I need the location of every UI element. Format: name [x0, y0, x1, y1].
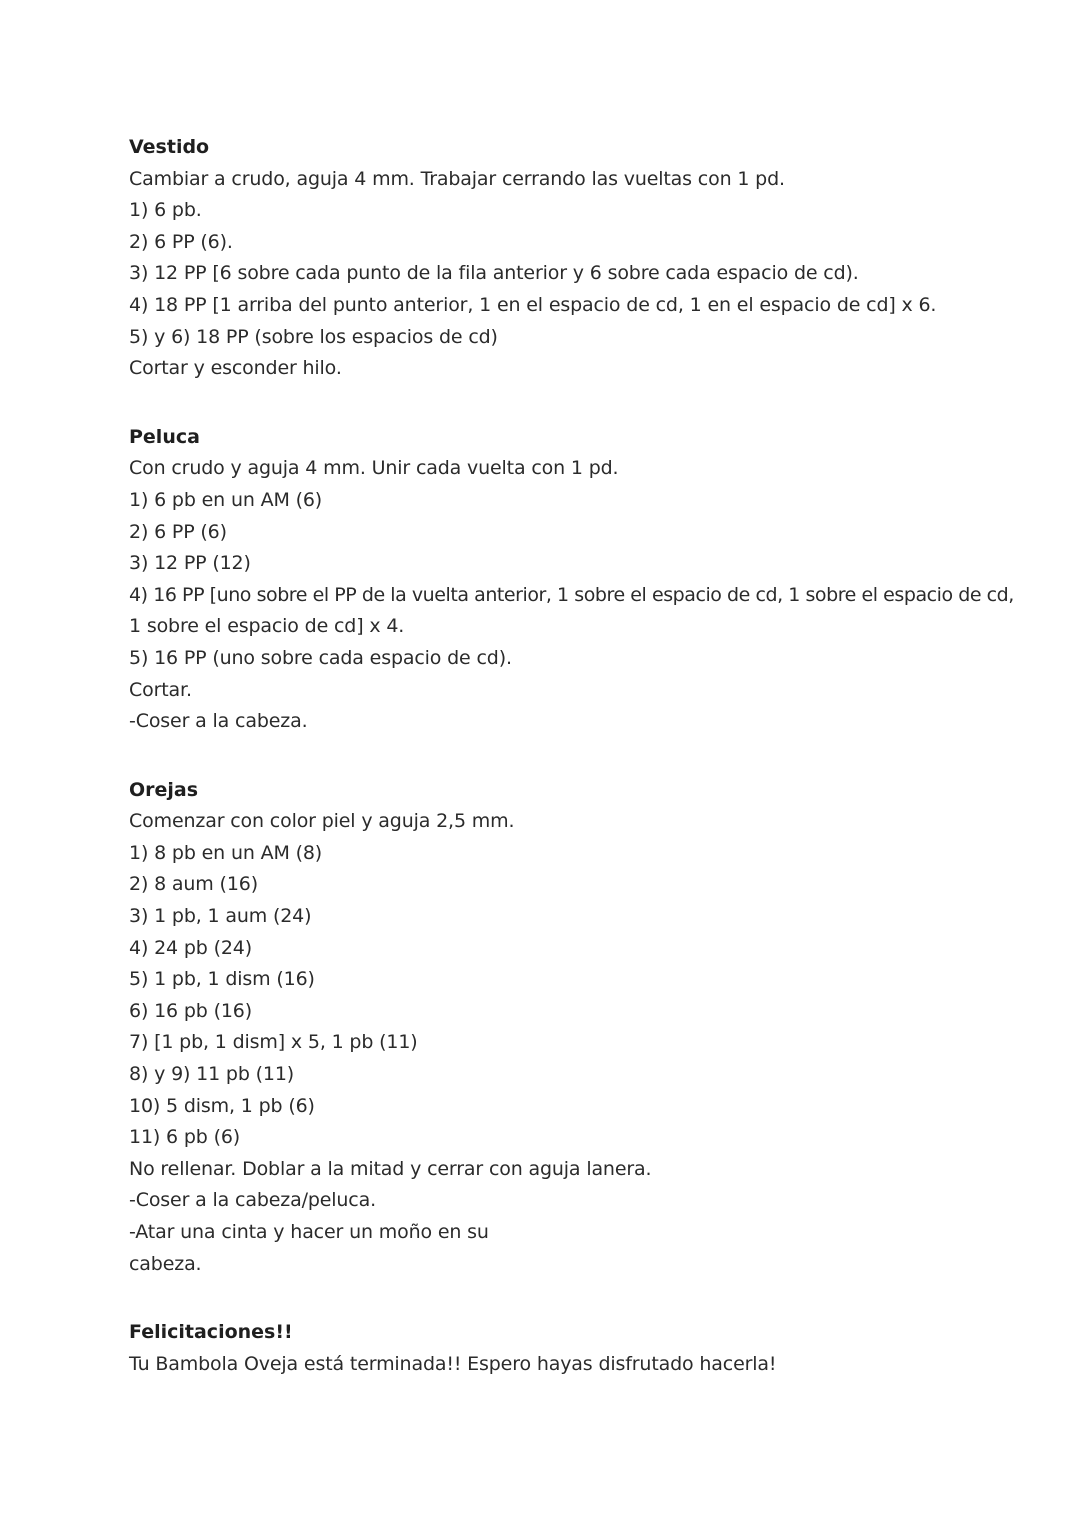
instruction-line: 3) 12 PP [6 sobre cada punto de la fila anterior y 6 sobre cada espacio de cd).: [129, 262, 859, 285]
instruction-line: -Coser a la cabeza.: [129, 710, 308, 733]
section-heading: Vestido: [129, 136, 210, 158]
instruction-line: No rellenar. Doblar a la mitad y cerrar con aguja lanera.: [129, 1157, 652, 1180]
instruction-line: Con crudo y aguja 4 mm. Unir cada vuelta con 1 pd.: [129, 457, 619, 480]
instruction-line: 11) 6 pb (6): [129, 1126, 241, 1149]
instruction-line: 3) 1 pb, 1 aum (24): [129, 905, 312, 928]
document-page: [129, 132, 1049, 1417]
instruction-line: 8) y 9) 11 pb (11): [129, 1063, 295, 1086]
instruction-line: 5) y 6) 18 PP (sobre los espacios de cd): [129, 325, 498, 348]
instruction-line: Comenzar con color piel y aguja 2,5 mm.: [129, 810, 515, 833]
section-heading: Peluca: [129, 425, 200, 448]
section-heading: Orejas: [129, 778, 199, 801]
instruction-line: 1) 6 pb en un AM (6): [129, 488, 323, 511]
instruction-line: 6) 16 pb (16): [129, 999, 252, 1022]
section-heading: Felicitaciones!!: [129, 1321, 293, 1344]
instruction-line: 4) 16 PP [uno sobre el PP de la vuelta anterior, 1 sobre el espacio de cd, 1 sobre el espacio de cd,: [129, 583, 1014, 606]
section-peluca: [129, 422, 1049, 738]
instruction-line: 1) 6 pb.: [129, 199, 202, 222]
closing-message: Tu Bambola Oveja está terminada!! Espero hayas disfrutado hacerla!: [129, 1352, 777, 1375]
instruction-line: 2) 6 PP (6): [129, 520, 227, 543]
instruction-line: -Coser a la cabeza/peluca.: [129, 1189, 376, 1212]
instruction-line: 4) 24 pb (24): [129, 936, 252, 959]
instruction-line: 5) 1 pb, 1 dism (16): [129, 968, 315, 991]
section-felicitaciones: [129, 1317, 1049, 1380]
instruction-line: Cortar.: [129, 678, 192, 701]
instruction-line: 4) 18 PP [1 arriba del punto anterior, 1 en el espacio de cd, 1 en el espacio de cd] x 6.: [129, 293, 937, 316]
instruction-line: 2) 6 PP (6).: [129, 230, 233, 253]
instruction-line: 5) 16 PP (uno sobre cada espacio de cd).: [129, 646, 512, 669]
instruction-line: 10) 5 dism, 1 pb (6): [129, 1094, 315, 1117]
instruction-line: cabeza.: [129, 1252, 202, 1275]
section-orejas: [129, 775, 1049, 1281]
instruction-line: Cortar y esconder hilo.: [129, 357, 342, 380]
instruction-line: 3) 12 PP (12): [129, 552, 251, 575]
instruction-line: -Atar una cinta y hacer un moño en su: [129, 1221, 489, 1243]
instruction-line: 7) [1 pb, 1 dism] x 5, 1 pb (11): [129, 1031, 418, 1054]
instruction-line: 1) 8 pb en un AM (8): [129, 841, 323, 864]
instruction-line: 2) 8 aum (16): [129, 873, 258, 896]
instruction-line: Cambiar a crudo, aguja 4 mm. Trabajar cerrando las vueltas con 1 pd.: [129, 167, 785, 190]
section-vestido: [129, 132, 1049, 385]
instruction-line: 1 sobre el espacio de cd] x 4.: [129, 615, 405, 638]
